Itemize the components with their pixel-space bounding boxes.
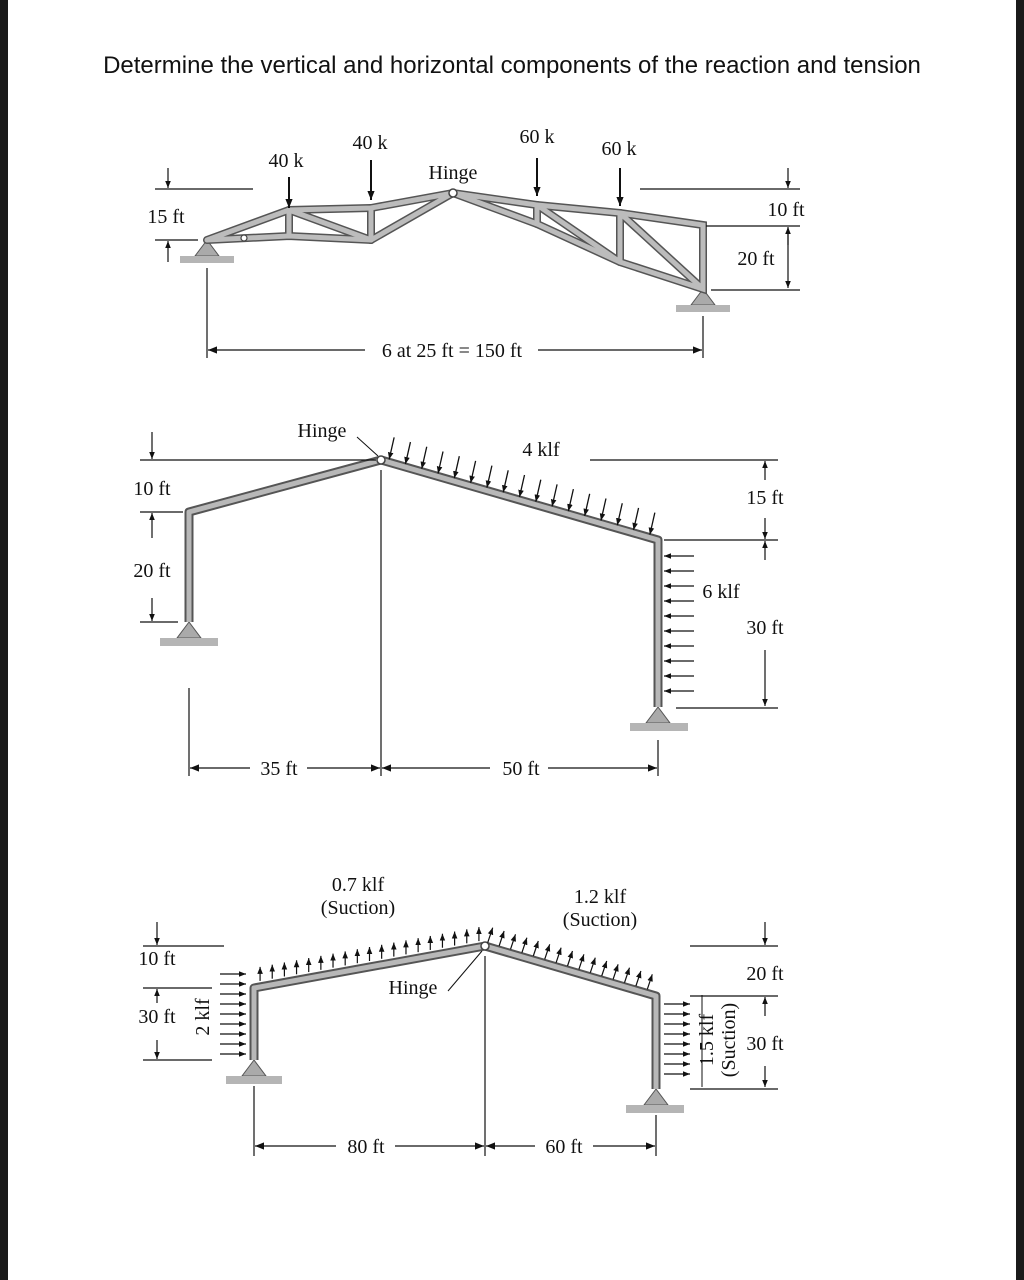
dim-label-30ft: 30 ft <box>138 1006 176 1028</box>
frame-members <box>254 946 656 1089</box>
hinge-2 <box>377 456 385 464</box>
load-arrow <box>617 503 622 525</box>
load-arrow <box>438 451 443 473</box>
dim-label-10ft: 10 ft <box>767 199 805 221</box>
load-arrow <box>422 447 427 469</box>
right-wall-load-label: 1.5 klf <box>696 1013 718 1067</box>
load-arrow <box>585 494 590 516</box>
load-arrow <box>499 931 504 946</box>
load-arrow <box>389 437 394 459</box>
load-label-4: 60 k <box>601 138 637 160</box>
pin-support-left <box>226 1060 282 1084</box>
load-arrow <box>601 499 606 521</box>
dim-label-30ft: 30 ft <box>746 1033 784 1055</box>
dim-label-span: 6 at 25 ft = 150 ft <box>381 340 523 362</box>
load-arrow <box>579 954 584 969</box>
load-arrow <box>556 948 561 963</box>
dim-label-35ft: 35 ft <box>260 758 298 780</box>
load-arrow <box>536 480 541 502</box>
load-arrow <box>533 941 538 956</box>
dim-label-10ft: 10 ft <box>138 948 176 970</box>
pin-support-left <box>160 622 218 646</box>
dim-label-80ft: 80 ft <box>347 1136 385 1158</box>
load-arrow <box>625 968 630 983</box>
load-arrow <box>522 938 527 953</box>
truss-node <box>241 235 247 241</box>
dim-label-20ft: 20 ft <box>746 963 784 985</box>
frame-outline <box>189 460 658 707</box>
dim-label-30ft: 30 ft <box>746 617 784 639</box>
dim-label-20ft: 20 ft <box>737 248 775 270</box>
wall-load-label: 6 klf <box>702 581 740 603</box>
load-label-1: 40 k <box>268 150 304 172</box>
figure-1-truss <box>147 126 805 362</box>
load-arrow <box>503 470 508 492</box>
load-arrow <box>568 951 573 966</box>
load-arrow <box>520 475 525 497</box>
dim-span-80-60ft <box>254 956 656 1156</box>
pin-support-right <box>630 707 688 731</box>
load-arrow <box>590 958 595 973</box>
hinge-3 <box>481 942 489 950</box>
load-arrow <box>487 466 492 488</box>
load-arrow <box>488 928 493 943</box>
wall-distributed-load <box>664 556 694 691</box>
figure-3-frame <box>138 874 784 1158</box>
load-arrow <box>634 508 639 530</box>
dim-label-50ft: 50 ft <box>502 758 540 780</box>
dim-label-15ft: 15 ft <box>147 206 185 228</box>
dim-left-10-30ft <box>143 922 224 1060</box>
load-arrow <box>636 971 641 986</box>
left-wall-distributed-load <box>220 974 246 1054</box>
hinge-label-3: Hinge <box>388 977 438 999</box>
load-arrow <box>602 961 607 976</box>
left-roof-suction-note: (Suction) <box>320 897 396 919</box>
dim-left-10-20ft <box>140 432 376 622</box>
right-roof-load-label: 1.2 klf <box>573 886 627 908</box>
load-arrow <box>454 456 459 478</box>
load-arrow <box>568 489 573 511</box>
load-label-3: 60 k <box>519 126 555 148</box>
frame-outline <box>254 946 656 1089</box>
load-label-2: 40 k <box>352 132 388 154</box>
left-roof-load-label: 0.7 klf <box>331 874 385 896</box>
left-wall-load-label: 2 klf <box>192 998 214 1036</box>
dim-label-15ft: 15 ft <box>746 487 784 509</box>
dim-right-10-20ft <box>640 168 800 290</box>
problem-title: Determine the vertical and horizontal components of the reaction and tension <box>103 52 921 79</box>
figure-2-frame <box>133 420 784 780</box>
hinge-leader <box>448 951 482 991</box>
load-arrow <box>613 964 618 979</box>
load-arrow <box>511 934 516 949</box>
hinge-label-2: Hinge <box>297 420 347 442</box>
right-roof-suction-note: (Suction) <box>562 909 638 931</box>
right-wall-suction-note: (Suction) <box>718 1002 740 1078</box>
dim-label-20ft: 20 ft <box>133 560 171 582</box>
dim-label-60ft: 60 ft <box>545 1136 583 1158</box>
hinge-label-1: Hinge <box>428 162 478 184</box>
load-arrow <box>545 944 550 959</box>
hinge-leader <box>357 437 378 456</box>
right-wall-suction-load <box>664 1004 690 1074</box>
truss-members <box>207 193 703 289</box>
dim-label-10ft: 10 ft <box>133 478 171 500</box>
load-arrow <box>552 484 557 506</box>
load-arrow <box>650 513 655 535</box>
roof-load-label: 4 klf <box>522 439 560 461</box>
hinge-1 <box>449 189 457 197</box>
pin-support-right <box>626 1089 684 1113</box>
load-arrow <box>405 442 410 464</box>
load-arrow <box>647 974 652 989</box>
load-arrow <box>471 461 476 483</box>
